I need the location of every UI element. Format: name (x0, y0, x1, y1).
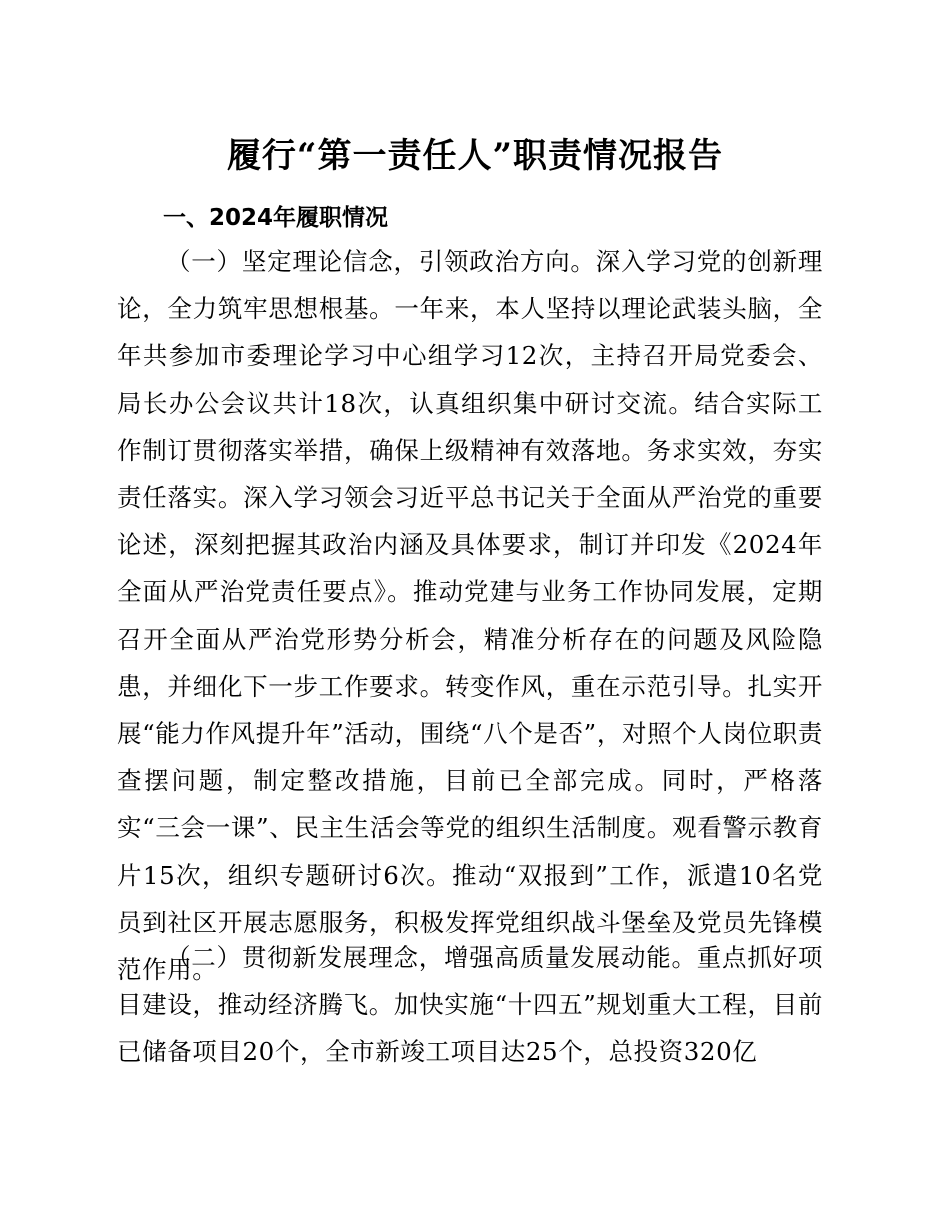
paragraph-2: （二）贯彻新发展理念，增强高质量发展动能。重点抓好项目建设，推动经济腾飞。加快实施“十四五”规划重大工程，目前已储备项目20个，全市新竣工项目达25个，总投资320亿 (117, 943, 823, 1067)
paragraph-1: （一）坚定理论信念，引领政治方向。深入学习党的创新理论，全力筑牢思想根基。一年来，本人坚持以理论武装头脑，全年共参加市委理论学习中心组学习12次，主持召开局党委会、局长办公会议共计18次，认真组织集中研讨交流。结合实际工作制订贯彻落实举措，确保上级精神有效落地。务求实效，夯实责任落实。深入学习领会习近平总书记关于全面从严治党的重要论述，深刻把握其政治内涵及具体要求，制订并印发《2024年全面从严治党责任要点》。推动党建与业务工作协同发展，定期召开全面从严治党形势分析会，精准分析存在的问题及风险隐患，并细化下一步工作要求。转变作风，重在示范引导。扎实开展“能力作风提升年”活动，围绕“八个是否”，对照个人岗位职责查摆问题，制定整改措施，目前已全部完成。同时，严格落实“三会一课”、民主生活会等党的组织生活制度。观看警示教育片15次，组织专题研讨6次。推动“双报到”工作，派遣10名党员到社区开展志愿服务，积极发挥党组织战斗堡垒及党员先锋模范作用。 (117, 247, 823, 985)
section-heading: 一、2024年履职情况 (163, 205, 389, 231)
document-title: 履行“第一责任人”职责情况报告 (226, 136, 724, 176)
